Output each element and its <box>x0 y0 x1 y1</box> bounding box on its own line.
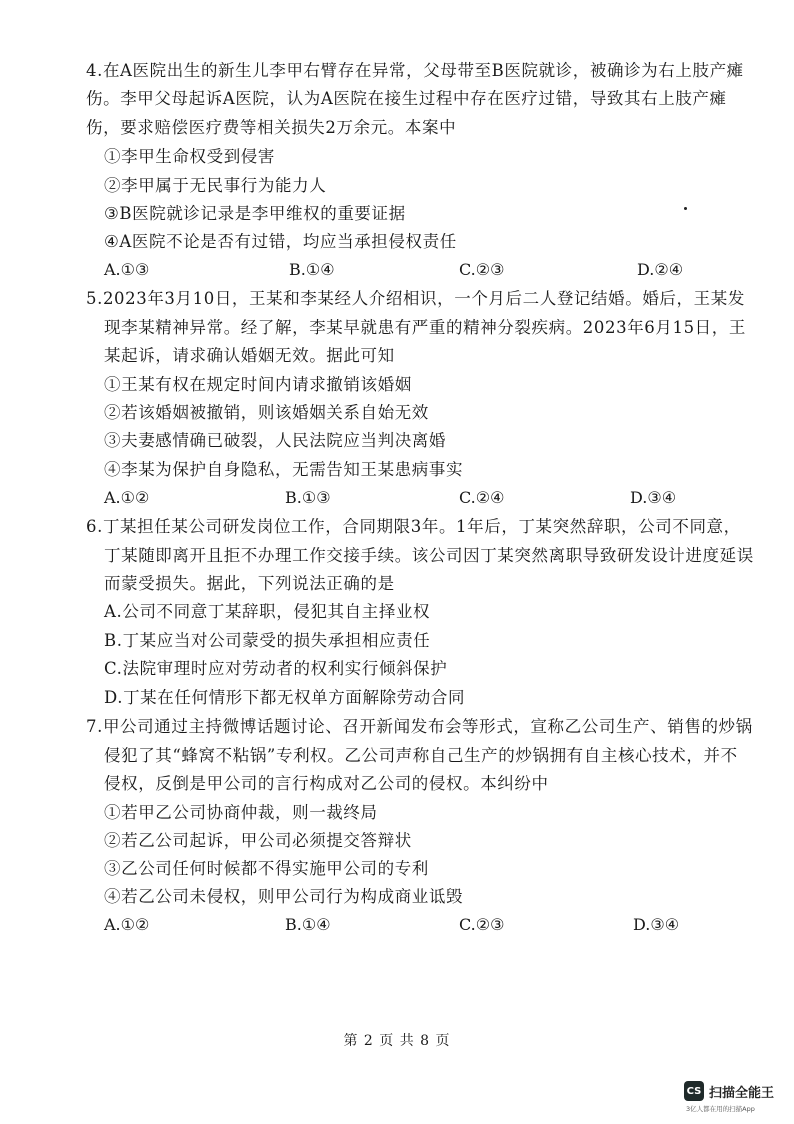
choice-statement: ③B医院就诊记录是李甲维权的重要证据 <box>104 204 406 223</box>
choice-statement: ④A医院不论是否有过错，均应当承担侵权责任 <box>104 232 457 251</box>
question-stem-line: 侵权，反倒是甲公司的言行构成对乙公司的侵权。本纠纷中 <box>104 774 549 793</box>
choice-statement: ①若甲乙公司协商仲裁，则一裁终局 <box>104 803 378 822</box>
answer-option-a: A.①② <box>104 488 150 507</box>
choice-statement: ③夫妻感情确已破裂，人民法院应当判决离婚 <box>104 431 446 450</box>
answer-option-b: B.①④ <box>289 260 335 279</box>
question-stem-line: 6.丁某担任某公司研发岗位工作，合同期限3年。1年后，丁某突然辞职，公司不同意， <box>86 517 741 536</box>
answer-option-c: C.②③ <box>459 915 505 934</box>
answer-option-a: A.①③ <box>104 260 150 279</box>
scan-speck <box>684 207 687 210</box>
choice-statement: ④若乙公司未侵权，则甲公司行为构成商业诋毁 <box>104 887 464 906</box>
question-stem-line: 伤，要求赔偿医疗费等相关损失2万余元。本案中 <box>86 118 457 137</box>
choice-statement: ②李甲属于无民事行为能力人 <box>104 176 327 195</box>
scanner-watermark-logo <box>684 1081 774 1101</box>
logo-name: 扫描全能王 <box>709 1085 775 1101</box>
choice-statement: ②若乙公司起诉，甲公司必须提交答辩状 <box>104 831 412 850</box>
logo-tagline: 3亿人都在用的扫描App <box>686 1105 755 1113</box>
answer-option-a: A.公司不同意丁某辞职，侵犯其自主择业权 <box>104 602 431 621</box>
question-stem-line: 5.2023年3月10日，王某和李某经人介绍相识，一个月后二人登记结婚。婚后，王某发 <box>86 289 745 308</box>
answer-option-a: A.①② <box>104 915 150 934</box>
choice-statement: ④李某为保护自身隐私，无需告知王某患病事实 <box>104 460 464 479</box>
answer-option-d: D.③④ <box>633 915 680 934</box>
page-number: 第 2 页 共 8 页 <box>343 1033 451 1049</box>
choice-statement: ①王某有权在规定时间内请求撤销该婚姻 <box>104 375 412 394</box>
question-stem-line: 而蒙受损失。据此，下列说法正确的是 <box>104 574 395 593</box>
answer-option-d: D.②④ <box>637 260 684 279</box>
question-stem-line: 丁某随即离开且拒不办理工作交接手续。该公司因丁某突然离职导致研发设计进度延误 <box>104 546 754 565</box>
cs-logo-icon: CS <box>684 1081 704 1101</box>
answer-option-b: B.①③ <box>285 488 331 507</box>
choice-statement: ③乙公司任何时候都不得实施甲公司的专利 <box>104 859 429 878</box>
choice-statement: ①李甲生命权受到侵害 <box>104 147 275 166</box>
question-stem-line: 4.在A医院出生的新生儿李甲右臂存在异常，父母带至B医院就诊，被确诊为右上肢产瘫 <box>86 61 744 80</box>
answer-option-b: B.①④ <box>285 915 331 934</box>
answer-option-c: C.②④ <box>459 488 505 507</box>
question-stem-line: 现李某精神异常。经了解，李某早就患有严重的精神分裂疾病。2023年6月15日，王 <box>104 318 746 337</box>
answer-option-d: D.丁某在任何情形下都无权单方面解除劳动合同 <box>104 688 466 707</box>
question-stem-line: 伤。李甲父母起诉A医院，认为A医院在接生过程中存在医疗过错，导致其右上肢产瘫 <box>86 89 727 108</box>
choice-statement: ②若该婚姻被撤销，则该婚姻关系自始无效 <box>104 403 429 422</box>
answer-option-d: D.③④ <box>630 488 677 507</box>
answer-option-b: B.丁某应当对公司蒙受的损失承担相应责任 <box>104 631 431 650</box>
answer-option-c: C.②③ <box>459 260 505 279</box>
answer-option-c: C.法院审理时应对劳动者的权利实行倾斜保护 <box>104 659 448 678</box>
question-stem-line: 7.甲公司通过主持微博话题讨论、召开新闻发布会等形式，宣称乙公司生产、销售的炒锅 <box>86 717 753 736</box>
question-stem-line: 侵犯了其“蜂窝不粘锅”专利权。乙公司声称自己生产的炒锅拥有自主核心技术，并不 <box>104 746 738 765</box>
question-stem-line: 某起诉，请求确认婚姻无效。据此可知 <box>104 346 395 365</box>
